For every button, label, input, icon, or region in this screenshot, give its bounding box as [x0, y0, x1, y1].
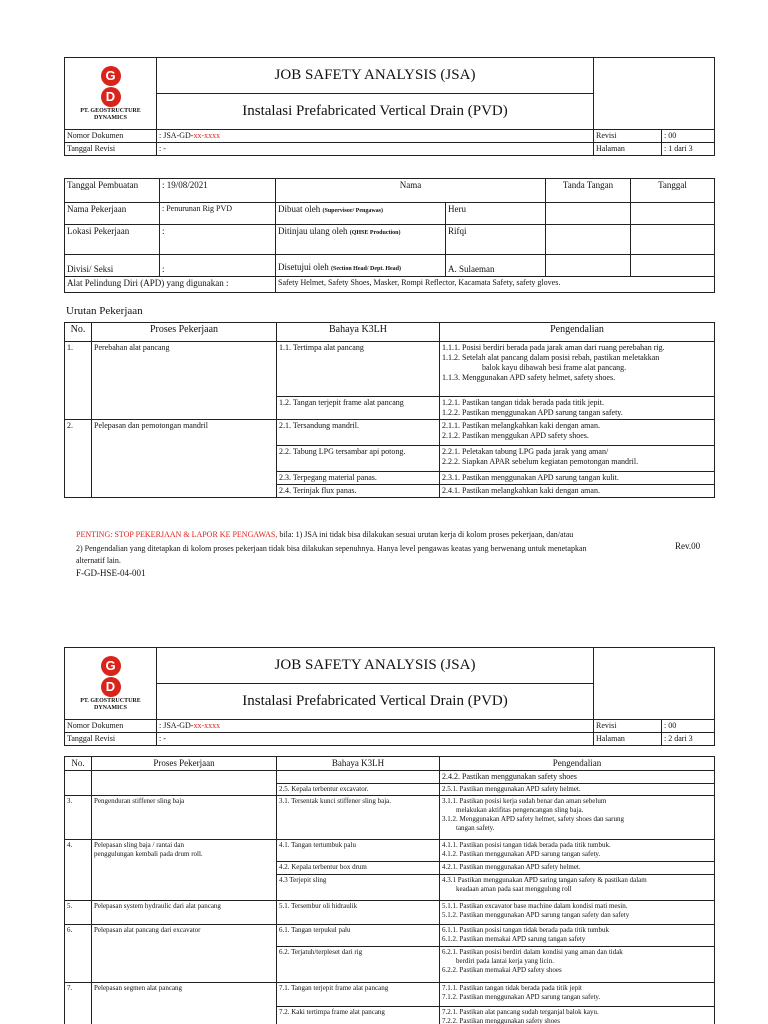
col-bahaya: Bahaya K3LH: [277, 323, 440, 342]
row-bahaya: [277, 771, 440, 784]
row-no: 2.: [65, 420, 92, 498]
apd-value: Safety Helmet, Safety Shoes, Masker, Rompi Reflector, Kacamata Safety, safety gloves.: [276, 277, 715, 293]
row-no: 6.: [65, 925, 92, 983]
disetujui-oleh: Disetujui oleh (Section Head/ Dept. Head): [276, 255, 446, 277]
urutan-pekerjaan-title: Urutan Pekerjaan: [66, 305, 143, 317]
company-logo: [65, 648, 157, 720]
row-bahaya: 4.1. Tangan tertumbuk palu: [277, 840, 440, 862]
row-pengendalian: 2.4.2. Pastikan menggunakan safety shoes: [440, 771, 715, 784]
tanggal-revisi-value: : -: [157, 733, 594, 746]
lokasi-value: :: [160, 225, 276, 255]
row-bahaya: 2.4. Terinjak flux panas.: [277, 485, 440, 498]
jsa-title: JOB SAFETY ANALYSIS (JSA): [157, 648, 594, 684]
tanggal-revisi-value: : -: [157, 143, 594, 156]
logo-letter-d: D: [101, 677, 121, 697]
tanggal-pembuatan-value: : 19/08/2021: [160, 179, 276, 203]
row-pengendalian: 2.5.1. Pastikan menggunakan APD safety helmet.: [440, 784, 715, 796]
row-pengendalian: 2.1.1. Pastikan melangkahkan kaki dengan aman. 2.1.2. Pastikan menggukan APD safety shoes.: [440, 420, 715, 446]
col-pengendalian: Pengendalian: [440, 757, 715, 771]
row-pengendalian: 5.1.1. Pastikan excavator base machine dalam kondisi mati mesin. 5.1.2. Pastikan menggunakan APD sarung tangan safety dan safety: [440, 901, 715, 925]
row-proses: Pelepasan alat pancang dari excavator: [92, 925, 277, 983]
dibuat-date: [631, 203, 715, 225]
header-blank-box: [594, 648, 715, 720]
disetujui-signature: [546, 255, 631, 277]
disetujui-name: A. Sulaeman: [446, 255, 546, 277]
divisi-value: :: [160, 255, 276, 277]
page1-header-table: [64, 57, 715, 156]
row-bahaya: 6.1. Tangan terpukul palu: [277, 925, 440, 947]
disetujui-date: [631, 255, 715, 277]
steps-table-page1: [64, 322, 715, 498]
col-bahaya: Bahaya K3LH: [277, 757, 440, 771]
warning-line3: alternatif lain.: [76, 556, 121, 565]
ditinjau-date: [631, 225, 715, 255]
rev-label: Rev.00: [675, 541, 701, 551]
tanggal-header: Tanggal: [631, 179, 715, 203]
gd-logo: [100, 656, 122, 696]
row-bahaya: 1.2. Tangan terjepit frame alat pancang: [277, 397, 440, 420]
row-bahaya: 2.2. Tabung LPG tersambar api potong.: [277, 446, 440, 472]
row-pengendalian: 4.2.1. Pastikan menggunakan APD safety helmet.: [440, 862, 715, 875]
tanggal-revisi-label: Tanggal Revisi: [65, 143, 157, 156]
ditinjau-signature: [546, 225, 631, 255]
warning-line2: 2) Pengendalian yang ditetapkan di kolom proses pekerjaan tidak bisa dilakukan sepenuhnya. Hanya level pengawas keatas yang berwenang untuk menetapkan: [76, 544, 587, 553]
halaman-label: Halaman: [594, 733, 662, 746]
nomor-dokumen-label: Nomor Dokumen: [65, 130, 157, 143]
row-no: 4.: [65, 840, 92, 901]
tanggal-pembuatan-label: Tanggal Pembuatan: [65, 179, 160, 203]
row-bahaya: 7.1. Tangan terjepit frame alat pancang: [277, 983, 440, 1007]
row-proses: [92, 771, 277, 796]
row-pengendalian: 2.2.1. Peletakan tabung LPG pada jarak yang aman/ 2.2.2. Siapkan APAR sebelum kegiatan pemotongan mandril.: [440, 446, 715, 472]
nomor-dokumen-value: : JSA-GD-xx-xxxx: [157, 130, 594, 143]
row-bahaya: 2.3. Terpegang material panas.: [277, 472, 440, 485]
row-bahaya: 7.2. Kaki tertimpa frame alat pancang: [277, 1007, 440, 1024]
halaman-label: Halaman: [594, 143, 662, 156]
header-blank-box: [594, 58, 715, 130]
nomor-dokumen-value: : JSA-GD-xx-xxxx: [157, 720, 594, 733]
row-pengendalian: 6.2.1. Pastikan posisi berdiri dalam kondisi yang aman dan tidak berdiri pada lantai kerja yang licin. 6.2.2. Pastikan memakai APD safety shoes: [440, 947, 715, 983]
col-pengendalian: Pengendalian: [440, 323, 715, 342]
dibuat-signature: [546, 203, 631, 225]
form-code: F-GD-HSE-04-001: [76, 568, 146, 578]
row-pengendalian: 4.3.1 Pastikan menggunakan APD saring tangan safety & pastikan dalam keadaan aman pada saat menggulung roll: [440, 875, 715, 901]
dibuat-name: Heru: [446, 203, 546, 225]
logo-letter-g: G: [101, 66, 121, 86]
row-no: 5.: [65, 901, 92, 925]
row-no: 1.: [65, 342, 92, 420]
row-proses: Pengenduran stiffener sling baja: [92, 796, 277, 840]
warning-note: [76, 530, 676, 540]
gd-logo: [100, 66, 122, 106]
row-pengendalian: 2.4.1. Pastikan melangkahkan kaki dengan aman.: [440, 485, 715, 498]
company-logo: [65, 58, 157, 130]
row-no: 3.: [65, 796, 92, 840]
col-no: No.: [65, 323, 92, 342]
info-table: [64, 178, 715, 293]
row-pengendalian: 3.1.1. Pastikan posisi kerja sudah benar dan aman sebelum melakukan aktifitas pengencangan sling baja. 3.1.2. Menggunakan APD safety helmet, safety shoes dan sarung tangan safety.: [440, 796, 715, 840]
warning-penting: PENTING: STOP PEKERJAAN & LAPOR KE PENGAWAS,: [76, 530, 278, 539]
company-name: PT. GEOSTRUCTURE DYNAMICS: [80, 697, 141, 711]
revisi-label: Revisi: [594, 720, 662, 733]
row-pengendalian: 2.3.1. Pastikan menggunakan APD sarung tangan kulit.: [440, 472, 715, 485]
revisi-label: Revisi: [594, 130, 662, 143]
row-pengendalian: 7.1.1. Pastikan tangan tidak berada pada titik jepit 7.1.2. Pastikan menggunakan APD sarung tangan safety.: [440, 983, 715, 1007]
row-bahaya: 2.1. Tersandung mandril.: [277, 420, 440, 446]
jsa-subtitle: Instalasi Prefabricated Vertical Drain (PVD): [157, 684, 594, 720]
row-proses: Pelepasan system hydraulic dari alat pancang: [92, 901, 277, 925]
tanggal-revisi-label: Tanggal Revisi: [65, 733, 157, 746]
ditinjau-oleh: Ditinjau ulang oleh (QHSE Production): [276, 225, 446, 255]
row-pengendalian: 1.2.1. Pastikan tangan tidak berada pada titik jepit. 1.2.2. Pastikan menggunakan APD sarung tangan safety.: [440, 397, 715, 420]
row-bahaya: 4.3 Terjepit sling: [277, 875, 440, 901]
halaman-value: : 1 dari 3: [662, 143, 715, 156]
revisi-value: : 00: [662, 720, 715, 733]
col-no: No.: [65, 757, 92, 771]
jsa-subtitle: Instalasi Prefabricated Vertical Drain (PVD): [157, 94, 594, 130]
jsa-title: JOB SAFETY ANALYSIS (JSA): [157, 58, 594, 94]
row-bahaya: 5.1. Tersembur oli hidraulik: [277, 901, 440, 925]
logo-letter-d: D: [101, 87, 121, 107]
row-proses: Perebahan alat pancang: [92, 342, 277, 420]
nomor-dokumen-label: Nomor Dokumen: [65, 720, 157, 733]
row-proses: Pelepasan sling baja / rantai dan penggulungan kembali pada drum roll.: [92, 840, 277, 901]
row-bahaya: 2.5. Kepala terbentur excavator.: [277, 784, 440, 796]
nama-header: Nama: [276, 179, 546, 203]
row-bahaya: 3.1. Tersentak kunci stiffener sling baja.: [277, 796, 440, 840]
dibuat-oleh: Dibuat oleh (Supervisor/ Pengawas): [276, 203, 446, 225]
row-pengendalian: 1.1.1. Posisi berdiri berada pada jarak aman dari ruang perebahan rig. 1.1.2. Setelah alat pancang dalam posisi rebah, pastikan meletakkan balok kayu dibawah besi frame alat pancang. 1.1.3. Menggunakan APD safety helmet, safety shoes.: [440, 342, 715, 397]
row-no: 7.: [65, 983, 92, 1024]
warning-line1: bila: 1) JSA ini tidak bisa dilakukan sesuai urutan kerja di kolom proses pekerjaan, dan/atau: [277, 530, 574, 539]
nama-pekerjaan-value: : Penurunan Rig PVD: [160, 203, 276, 225]
row-pengendalian: 4.1.1. Pastikan posisi tangan tidak berada pada titik tumbuk. 4.1.2. Pastikan menggunakan APD sarung tangan safety.: [440, 840, 715, 862]
row-proses: Pelepasan dan pemotongan mandril: [92, 420, 277, 498]
nama-pekerjaan-label: Nama Pekerjaan: [65, 203, 160, 225]
row-bahaya: 6.2. Terjatuh/terpleset dari rig: [277, 947, 440, 983]
halaman-value: : 2 dari 3: [662, 733, 715, 746]
col-proses: Proses Pekerjaan: [92, 757, 277, 771]
col-proses: Proses Pekerjaan: [92, 323, 277, 342]
row-bahaya: 1.1. Tertimpa alat pancang: [277, 342, 440, 397]
row-proses: Pelepasan segmen alat pancang: [92, 983, 277, 1024]
revisi-value: : 00: [662, 130, 715, 143]
row-pengendalian: 6.1.1. Pastikan posisi tangan tidak berada pada titik tumbuk 6.1.2. Pastikan memakai APD sarung tangan safety: [440, 925, 715, 947]
logo-letter-g: G: [101, 656, 121, 676]
company-name: PT. GEOSTRUCTURE DYNAMICS: [80, 107, 141, 121]
ditinjau-name: Rifqi: [446, 225, 546, 255]
tanda-tangan-header: Tanda Tangan: [546, 179, 631, 203]
apd-label: Alat Pelindung Diri (APD) yang digunakan :: [65, 277, 276, 293]
steps-table-page2: [64, 756, 715, 1024]
divisi-label: Divisi/ Seksi: [65, 255, 160, 277]
lokasi-label: Lokasi Pekerjaan: [65, 225, 160, 255]
row-pengendalian: 7.2.1. Pastikan alat pancang sudah terganjal balok kayu. 7.2.2. Pastikan menggunakan safety shoes: [440, 1007, 715, 1024]
row-no: [65, 771, 92, 796]
page2-header-table: [64, 647, 715, 746]
row-bahaya: 4.2. Kepala terbentur box drum: [277, 862, 440, 875]
